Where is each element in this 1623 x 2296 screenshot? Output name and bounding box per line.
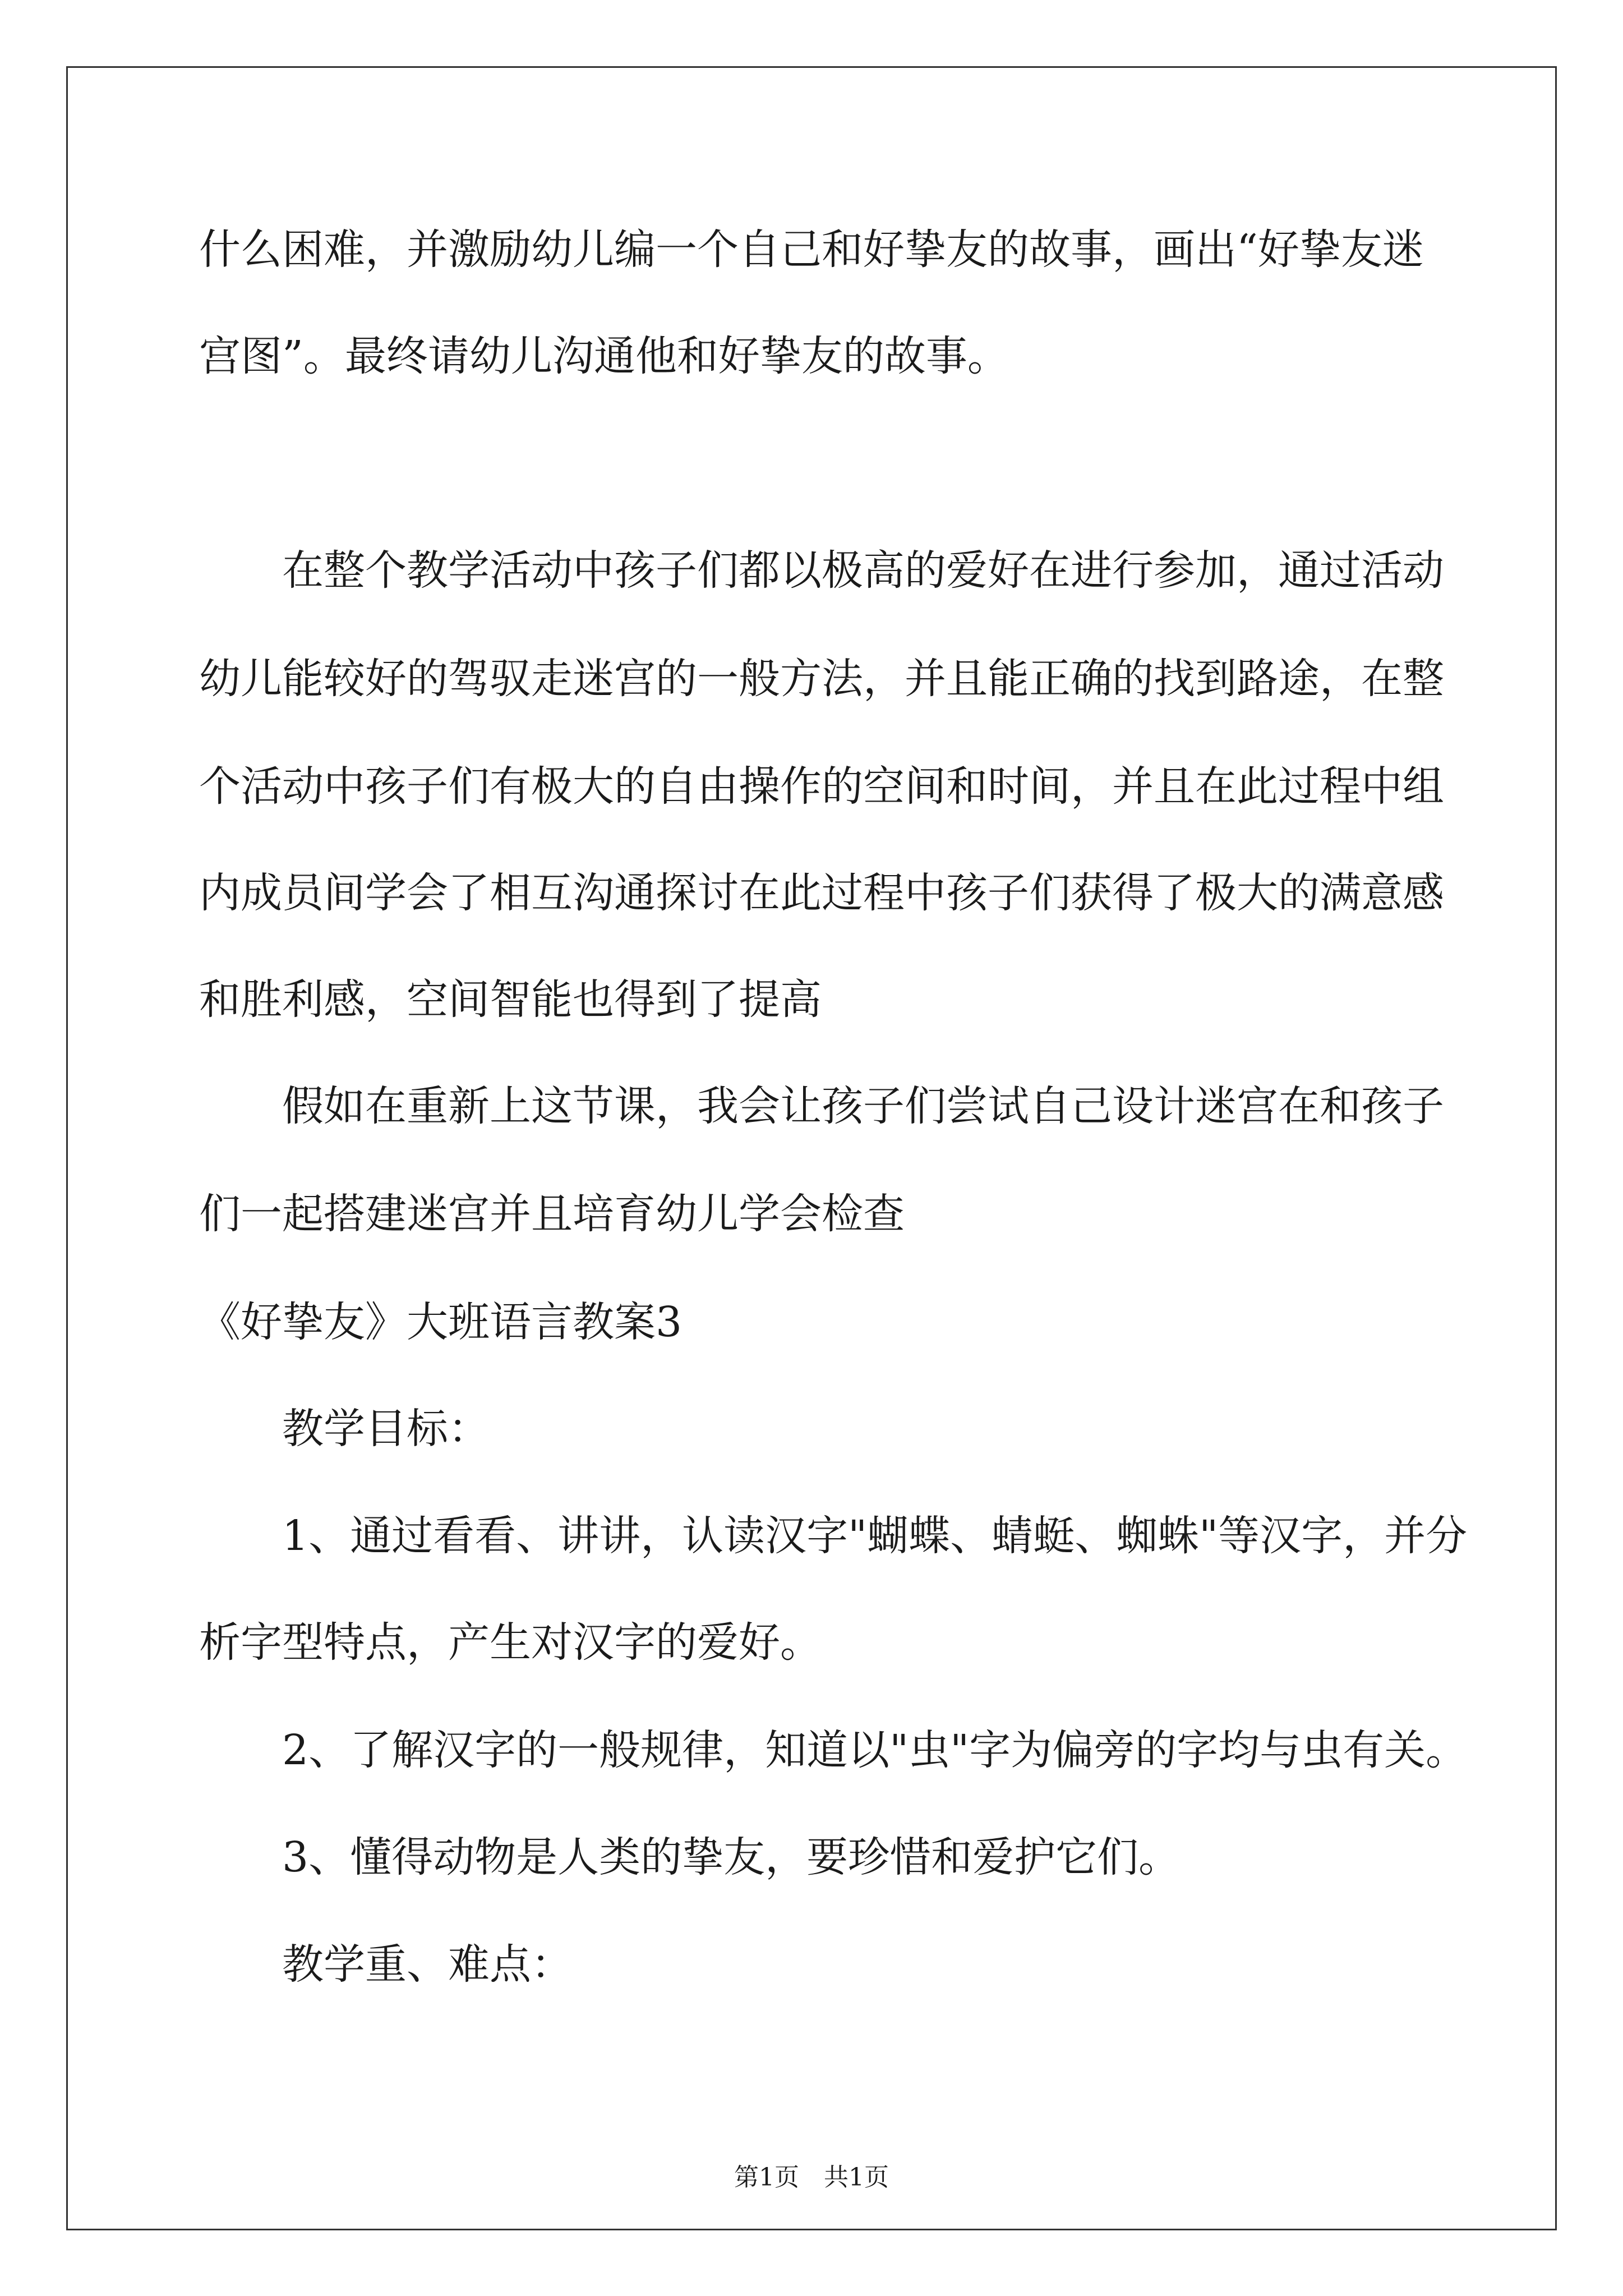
text-line-3: 在整个教学活动中孩子们都以极高的爱好在进行参加，通过活动 — [282, 546, 1444, 595]
text-line-1: 什么困难，并激励幼儿编一个自己和好挚友的故事，画出“好挚友迷 — [199, 226, 1424, 274]
text-line-12: 1、通过看看、讲讲，认读汉字"蝴蝶、蜻蜓、蜘蛛"等汉字，并分 — [282, 1512, 1468, 1560]
text-line-8: 假如在重新上这节课，我会让孩子们尝试自己设计迷宫在和孩子 — [282, 1082, 1444, 1130]
text-line-4: 幼儿能较好的驾驭走迷宫的一般方法，并且能正确的找到路途，在整 — [199, 655, 1444, 703]
text-line-9: 们一起搭建迷宫并且培育幼儿学会检查 — [199, 1190, 905, 1238]
text-line-11: 教学目标： — [282, 1405, 490, 1453]
page-border — [66, 66, 1557, 2230]
text-line-6: 内成员间学会了相互沟通探讨在此过程中孩子们获得了极大的满意感 — [199, 869, 1444, 917]
text-line-2: 宫图”。最终请幼儿沟通他和好挚友的故事。 — [199, 332, 1009, 380]
text-line-16: 教学重、难点： — [282, 1940, 573, 1989]
text-line-13: 析字型特点，产生对汉字的爱好。 — [199, 1618, 822, 1667]
page-footer: 第1页 共1页 — [734, 2163, 889, 2192]
text-line-7: 和胜利感，空间智能也得到了提高 — [199, 976, 822, 1024]
section-heading: 《好挚友》大班语言教案3 — [199, 1298, 683, 1346]
text-line-15: 3、懂得动物是人类的挚友，要珍惜和爱护它们。 — [282, 1833, 1181, 1881]
text-line-5: 个活动中孩子们有极大的自由操作的空间和时间，并且在此过程中组 — [199, 762, 1444, 811]
text-line-14: 2、了解汉字的一般规律，知道以"虫"字为偏旁的字均与虫有关。 — [282, 1726, 1468, 1774]
